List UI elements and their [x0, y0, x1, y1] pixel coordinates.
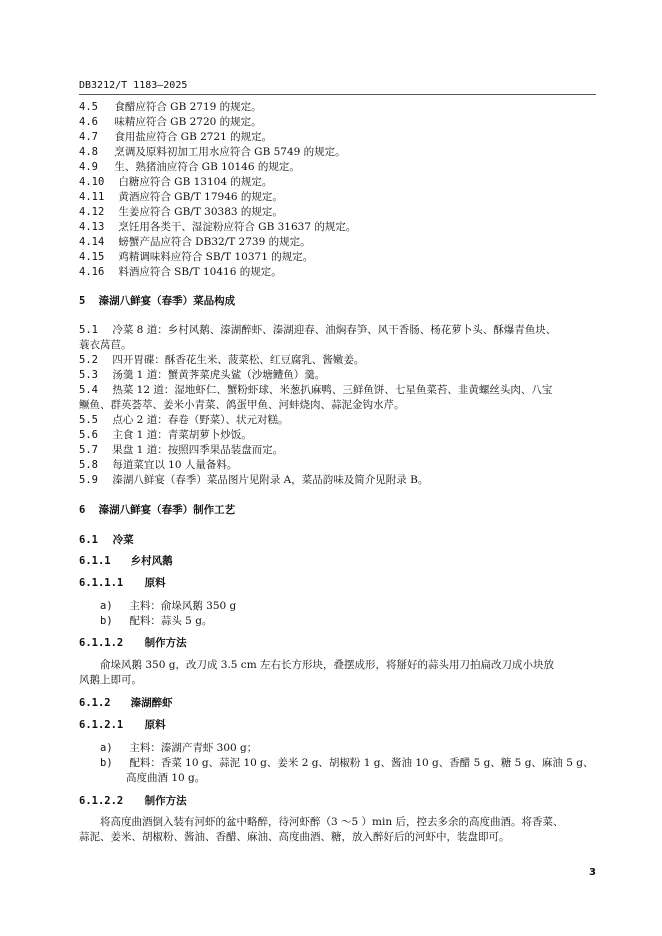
heading-6-1-2-1 [79, 718, 166, 733]
section-title: 溱湖八鲜宴（春季）制作工艺 [98, 504, 236, 516]
list-label: b) [100, 757, 113, 769]
clause-text: 四开胃碟：酥香花生米、菠菜松、红豆腐乳、酱嫩姜。 [112, 354, 365, 366]
heading-title: 乡村风鹅 [130, 555, 173, 567]
clause-text: 味精应符合 GB 2720 的规定。 [114, 116, 262, 128]
clause-number: 4.8 [79, 146, 98, 158]
heading-6-1 [79, 533, 134, 548]
list-label: a) [100, 600, 113, 612]
clause-4-13 [79, 220, 356, 235]
heading-title: 制作方法 [144, 795, 187, 807]
clause-text: 生姜应符合 GB/T 30383 的规定。 [118, 206, 283, 218]
clause-text: 生、熟猪油应符合 GB 10146 的规定。 [114, 161, 300, 173]
ingredient-a [100, 741, 257, 756]
heading-title: 制作方法 [144, 637, 187, 649]
clause-text: 黄酒应符合 GB/T 17946 的规定。 [118, 191, 283, 203]
clause-number: 5.3 [79, 369, 98, 381]
clause-text: 主食 1 道：青菜胡萝卜炒饭。 [112, 429, 252, 441]
heading-number: 6.1 [79, 534, 98, 546]
header-rule [79, 94, 596, 95]
clause-text: 白糖应符合 GB 13104 的规定。 [118, 176, 273, 188]
clause-4-6 [79, 115, 262, 130]
heading-6-1-1-1 [79, 576, 166, 591]
list-label: a) [100, 742, 113, 754]
section-number: 6 [79, 504, 86, 516]
method-paragraph-line: 俞垛风鹅 350 g，改刀成 3.5 cm 左右长方形块，叠摆成形，将掰好的蒜头用刀拍扁改刀成小块放 [100, 659, 554, 671]
clause-5-8 [79, 458, 237, 473]
list-text: 主料：溱湖产青虾 300 g； [129, 742, 258, 754]
section-number: 5 [79, 295, 86, 307]
clause-4-9 [79, 160, 300, 175]
clause-5-4-cont: 鳜鱼、群英荟萃、姜米小青菜、鸽蛋甲鱼、河蚌烧肉、蒜泥金钩水芹。 [79, 399, 405, 411]
clause-text: 螃蟹产品应符合 DB32/T 2739 的规定。 [118, 236, 311, 248]
heading-number: 6.1.1.1 [79, 577, 124, 589]
clause-text: 每道菜宜以 10 人量备料。 [112, 459, 238, 471]
clause-number: 4.13 [79, 221, 105, 233]
clause-number: 5.4 [79, 384, 98, 396]
clause-4-7 [79, 130, 272, 145]
clause-text: 冷菜 8 道：乡村风鹅、溱湖醉虾、溱湖迎春、油焖春笋、风干香肠、杨花萝卜头、酥爆青鱼块、 [112, 324, 557, 336]
clause-text: 烹调及原料初加工用水应符合 GB 5749 的规定。 [114, 146, 346, 158]
clause-number: 4.10 [79, 176, 105, 188]
heading-title: 原料 [144, 577, 166, 589]
clause-4-16 [79, 265, 282, 280]
heading-6-1-1 [79, 554, 173, 569]
clause-5-7 [79, 443, 283, 458]
clause-number: 4.9 [79, 161, 98, 173]
method-paragraph-line: 风鹅上即可。 [79, 674, 142, 686]
clause-4-14 [79, 235, 311, 250]
clause-5-2 [79, 353, 364, 368]
clause-5-1-cont: 蓑衣莴苣。 [79, 339, 132, 351]
clause-5-1 [79, 323, 556, 338]
section-title: 溱湖八鲜宴（春季）菜品构成 [98, 295, 236, 307]
method-paragraph-line: 将高度曲酒倒入装有河虾的盆中略醉，待河虾醉（3 ～5 ）min 后，控去多余的高度曲酒。将香菜、 [100, 816, 564, 828]
heading-title: 溱湖醉虾 [130, 697, 173, 709]
ingredient-b-cont: 高度曲酒 10 g。 [126, 772, 206, 784]
clause-number: 4.12 [79, 206, 105, 218]
ingredient-b [100, 614, 212, 629]
clause-number: 5.7 [79, 444, 98, 456]
clause-number: 5.1 [79, 324, 98, 336]
heading-6-1-2-2 [79, 794, 187, 809]
clause-text: 热菜 12 道：湿地虾仁、蟹粉虾球、米葱扒麻鸭、三鲜鱼饼、七星鱼菜苔、韭黄螺丝头肉、八宝 [112, 384, 553, 396]
clause-4-12 [79, 205, 283, 220]
clause-number: 5.5 [79, 414, 98, 426]
clause-number: 4.16 [79, 266, 105, 278]
clause-number: 5.8 [79, 459, 98, 471]
clause-text: 溱湖八鲜宴（春季）菜品图片见附录 A，菜品韵味及简介见附录 B。 [112, 474, 429, 486]
heading-number: 6.1.2.1 [79, 719, 124, 731]
clause-4-15 [79, 250, 313, 265]
ingredient-b [100, 756, 594, 771]
clause-4-10 [79, 175, 272, 190]
clause-number: 4.5 [79, 101, 98, 113]
section-6-heading [79, 503, 235, 518]
clause-4-11 [79, 190, 283, 205]
clause-text: 汤羹 1 道：蟹黄荠菜虎头鲨（沙塘鳢鱼）羹。 [112, 369, 326, 381]
clause-4-5 [79, 100, 262, 115]
doc-id: DB3212/T 1183—2025 [79, 80, 188, 91]
clause-number: 5.6 [79, 429, 98, 441]
list-label: b) [100, 615, 113, 627]
clause-text: 鸡精调味料应符合 SB/T 10371 的规定。 [118, 251, 314, 263]
clause-5-3 [79, 368, 325, 383]
heading-number: 6.1.2.2 [79, 795, 124, 807]
heading-title: 原料 [144, 719, 166, 731]
clause-text: 料酒应符合 SB/T 10416 的规定。 [118, 266, 282, 278]
heading-number: 6.1.2 [79, 697, 111, 709]
clause-number: 5.2 [79, 354, 98, 366]
clause-number: 4.7 [79, 131, 98, 143]
list-text: 配料：蒜头 5 g。 [129, 615, 213, 627]
heading-6-1-1-2 [79, 636, 187, 651]
clause-text: 食醋应符合 GB 2719 的规定。 [114, 101, 262, 113]
list-text: 主料：俞垛风鹅 350 g [129, 600, 237, 612]
heading-number: 6.1.1 [79, 555, 111, 567]
section-5-heading [79, 294, 235, 309]
page-number: 3 [589, 867, 596, 878]
clause-number: 4.14 [79, 236, 105, 248]
clause-5-6 [79, 428, 252, 443]
clause-text: 烹饪用各类干、湿淀粉应符合 GB 31637 的规定。 [118, 221, 357, 233]
heading-number: 6.1.1.2 [79, 637, 124, 649]
heading-title: 冷菜 [112, 534, 134, 546]
heading-6-1-2 [79, 696, 173, 711]
list-text: 配料：香菜 10 g、蒜泥 10 g、姜米 2 g、胡椒粉 1 g、酱油 10 g、香醋 5 g、糖 5 g、麻油 5 g、 [129, 757, 594, 769]
clause-number: 4.6 [79, 116, 98, 128]
clause-number: 4.15 [79, 251, 105, 263]
clause-4-8 [79, 145, 346, 160]
clause-number: 5.9 [79, 474, 98, 486]
method-paragraph-line: 蒜泥、姜米、胡椒粉、酱油、香醋、麻油、高度曲酒、糖，放入醉好后的河虾中，装盘即可。 [79, 831, 510, 843]
clause-number: 4.11 [79, 191, 105, 203]
clause-text: 果盘 1 道：按照四季果品装盘而定。 [112, 444, 284, 456]
clause-text: 点心 2 道：春卷（野菜）、状元对糕。 [112, 414, 289, 426]
clause-text: 食用盐应符合 GB 2721 的规定。 [114, 131, 273, 143]
clause-5-9 [79, 473, 428, 488]
ingredient-a [100, 599, 236, 614]
clause-5-5 [79, 413, 288, 428]
clause-5-4 [79, 383, 552, 398]
